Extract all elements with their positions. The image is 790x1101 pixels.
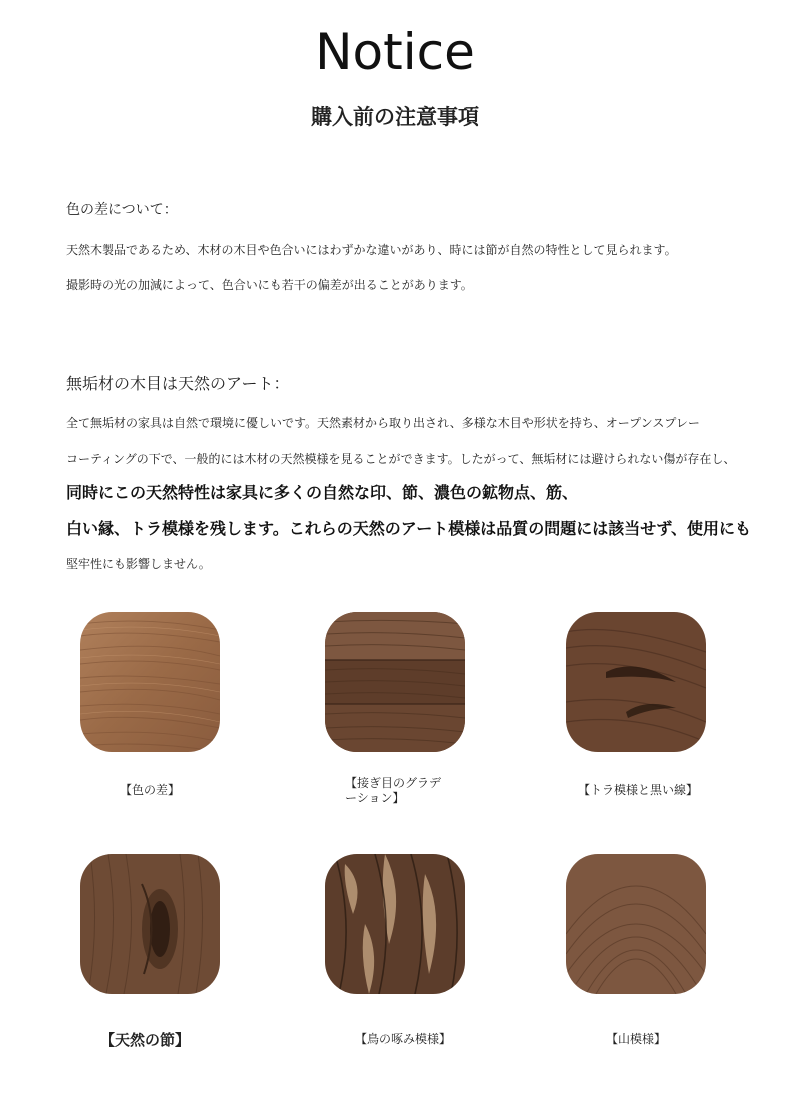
wood-joint-gradation-image bbox=[325, 612, 465, 752]
wood-mountain-grain-image bbox=[566, 854, 706, 994]
notice-subtitle: 購入前の注意事項 bbox=[311, 105, 479, 129]
wood-color-difference-image bbox=[80, 612, 220, 752]
wood-joint-gradation-swatch bbox=[325, 612, 465, 752]
color-difference-heading: 色の差について： bbox=[66, 202, 178, 218]
wood-tiger-stripe-swatch bbox=[566, 612, 706, 752]
wood-mountain-grain-swatch bbox=[566, 854, 706, 994]
color-difference-line-2: 撮影時の光の加減によって、色合いにも若干の偏差が出ることがあります。 bbox=[66, 278, 473, 292]
wood-knot-image bbox=[80, 854, 220, 994]
caption-tiger-stripe: 【トラ模様と黒い線】 bbox=[578, 783, 699, 797]
wood-color-difference-swatch bbox=[80, 612, 220, 752]
caption-birds-eye: 【鳥の啄み模様】 bbox=[355, 1032, 452, 1046]
caption-natural-knot: 【天然の節】 bbox=[100, 1031, 191, 1049]
notice-title: Notice bbox=[315, 23, 475, 81]
natural-grain-heading: 無垢材の木目は天然のアート： bbox=[66, 374, 290, 393]
natural-grain-line-1: 全て無垢材の家具は自然で環境に優しいです。天然素材から取り出され、多様な木目や形状を持ち、オープンスプレー bbox=[66, 416, 700, 430]
natural-grain-line-4: 白い縁、トラ模様を残します。これらの天然のアート模様は品質の問題には該当せず、使用にも bbox=[66, 519, 751, 538]
natural-grain-line-2: コーティングの下で、一般的には木材の天然模様を見ることができます。したがって、無垢材には避けられない傷が存在し、 bbox=[66, 452, 736, 466]
caption-joint-gradation-line2: ーション】 bbox=[345, 791, 405, 805]
wood-knot-swatch bbox=[80, 854, 220, 994]
caption-joint-gradation-line1: 【接ぎ目のグラデ bbox=[345, 776, 442, 790]
wood-tiger-stripe-image bbox=[566, 612, 706, 752]
natural-grain-line-3: 同時にこの天然特性は家具に多くの自然な印、節、濃色の鉱物点、筋、 bbox=[66, 483, 579, 502]
caption-mountain-grain: 【山模様】 bbox=[606, 1032, 667, 1046]
caption-color-difference: 【色の差】 bbox=[120, 783, 181, 797]
color-difference-line-1: 天然木製品であるため、木材の木目や色合いにはわずかな違いがあり、時には節が自然の特性として見られます。 bbox=[66, 243, 677, 257]
wood-birds-eye-swatch bbox=[325, 854, 465, 994]
natural-grain-line-5: 堅牢性にも影響しません。 bbox=[66, 557, 211, 571]
wood-birds-eye-image bbox=[325, 854, 465, 994]
